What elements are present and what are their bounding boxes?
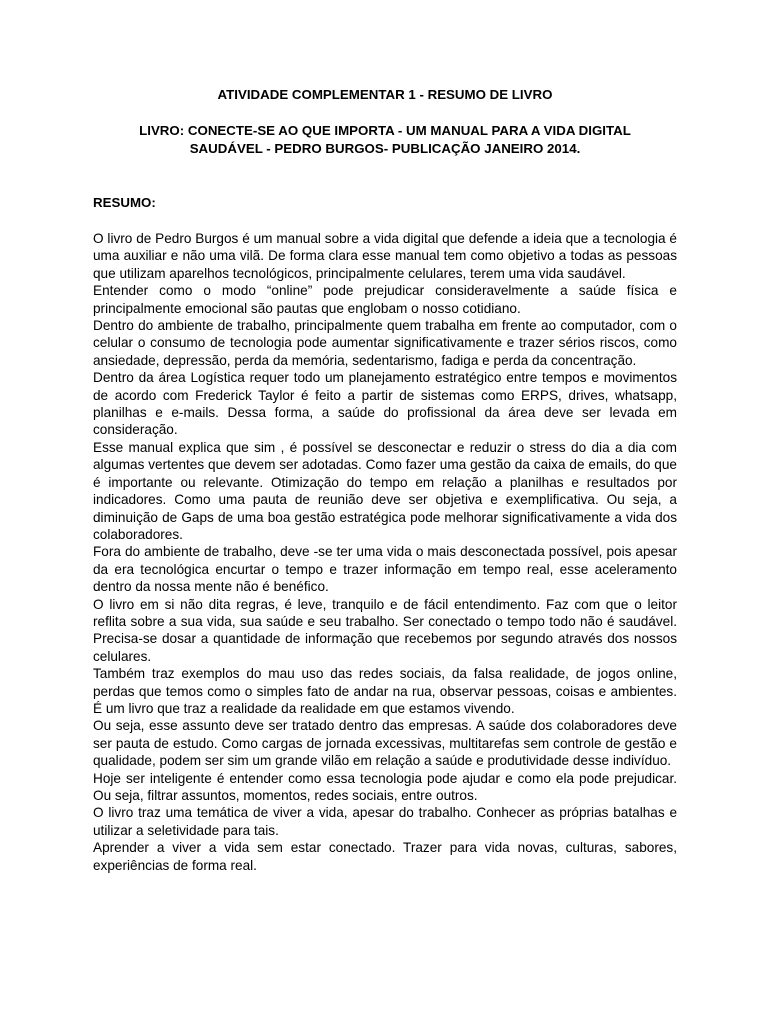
document-title: ATIVIDADE COMPLEMENTAR 1 - RESUMO DE LIVRO <box>217 87 553 102</box>
book-reference-line-2: SAUDÁVEL - PEDRO BURGOS- PUBLICAÇÃO JANEIRO 2014. <box>189 141 581 156</box>
paragraph: O livro em si não dita regras, é leve, tranquilo e de fácil entendimento. Faz com que o leitor reflita sobre a sua vida, sua saúde e seu trabalho. Ser conectado o tempo todo não é saudável. Precisa-se dosar a quantidade de informação que recebemos por segundo através dos nossos celulares. <box>93 596 677 664</box>
paragraph: Hoje ser inteligente é entender como essa tecnologia pode ajudar e como ela pode prejudicar. Ou seja, filtrar assuntos, momentos, redes sociais, entre outros. <box>93 770 677 803</box>
paragraph: Dentro do ambiente de trabalho, principalmente quem trabalha em frente ao computador, com o celular o consumo de tecnologia pode aumentar significativamente e trazer sérios riscos, como ansiedade, depressão, perda da memória, sedentarismo, fadiga e perda da concentração. <box>93 318 677 368</box>
paragraph: Esse manual explica que sim , é possível se desconectar e reduzir o stress do dia a dia com algumas vertentes que devem ser adotadas. Como fazer uma gestão da caixa de emails, do que é importante ou relevante. Otimização do tempo em relação a planilhas e resultados por indicadores. Como uma pauta de reunião deve ser objetiva e exemplificativa. Ou seja, a diminuição de Gaps de uma boa gestão estratégica pode melhorar significativamente a vida dos colaboradores. <box>93 439 677 542</box>
summary-body <box>93 230 677 874</box>
paragraph: Aprender a viver a vida sem estar conectado. Trazer para vida novas, culturas, sabores, experiências de forma real. <box>93 840 677 873</box>
section-label: RESUMO: <box>93 195 156 210</box>
paragraph: Entender como o modo “online” pode prejudicar consideravelmente a saúde física e principalmente emocional são pautas que englobam o nosso cotidiano. <box>93 283 677 316</box>
paragraph: Dentro da área Logística requer todo um planejamento estratégico entre tempos e movimentos de acordo com Frederick Taylor é feito a partir de sistemas como ERPS, drives, whatsapp, planilhas e e-mails. Dessa forma, a saúde do profissional da área deve ser levada em consideração. <box>93 370 677 438</box>
book-reference-line-1: LIVRO: CONECTE-SE AO QUE IMPORTA - UM MANUAL PARA A VIDA DIGITAL <box>139 123 631 138</box>
paragraph: O livro de Pedro Burgos é um manual sobre a vida digital que defende a ideia que a tecnologia é uma auxiliar e não uma vilã. De forma clara esse manual tem como objetivo a todas as pessoas que utilizam aparelhos tecnológicos, principalmente celulares, terem uma vida saudável. <box>93 231 677 281</box>
paragraph: Também traz exemplos do mau uso das redes sociais, da falsa realidade, de jogos online, perdas que temos como o simples fato de andar na rua, observar pessoas, coisas e ambientes. É um livro que traz a realidade da realidade em que estamos vivendo. <box>93 666 677 716</box>
paragraph: Fora do ambiente de trabalho, deve -se ter uma vida o mais desconectada possível, pois apesar da era tecnológica encurtar o tempo e trazer informação em tempo real, esse aceleramento dentro da nossa mente não é benéfico. <box>93 544 677 595</box>
paragraph: Ou seja, esse assunto deve ser tratado dentro das empresas. A saúde dos colaboradores deve ser pauta de estudo. Como cargas de jornada excessivas, multitarefas sem controle de gestão e qualidade, podem ser sim um grande vilão em relação a saúde e produtividade desse indivíduo. <box>93 718 677 769</box>
paragraph: O livro traz uma temática de viver a vida, apesar do trabalho. Conhecer as próprias batalhas e utilizar a seletividade para tais. <box>93 805 677 838</box>
book-reference <box>93 122 677 158</box>
